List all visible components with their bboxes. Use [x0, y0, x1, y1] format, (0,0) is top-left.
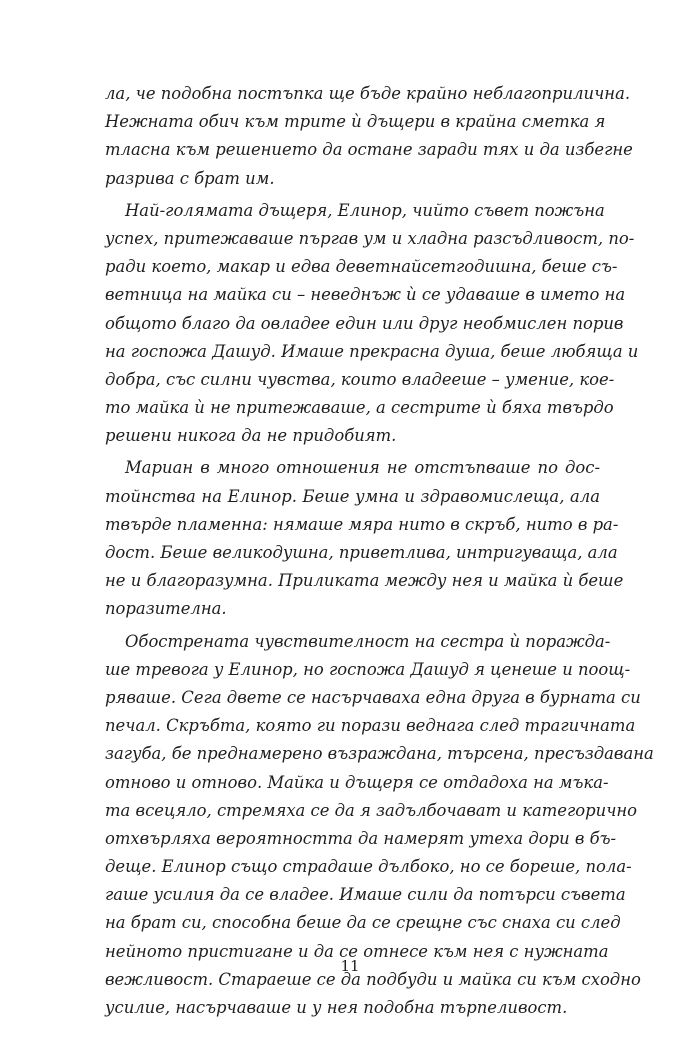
- text-line: ше тревога у Елинор, но госпожа Дашуд я ценеше и поощ-: [105, 659, 631, 679]
- paragraph: [105, 454, 624, 623]
- text-line: отхвърляха вероятността да намерят утеха дори в бъ-: [105, 828, 617, 848]
- text-line: не и благоразумна. Приликата между нея и майка ѝ беше: [105, 571, 624, 591]
- text-line: Обостренaта чувствителност на сестра ѝ пoражда-: [125, 631, 611, 651]
- text-line: дост. Беше великодушна, приветлива, интригуваща, ала: [105, 543, 618, 562]
- text-line: та всецяло, стремяха се да я задълбочават и категорично: [105, 800, 638, 820]
- page-number: 11: [340, 957, 360, 975]
- text-line: поразителна.: [105, 599, 227, 619]
- text-line: добра, със силни чувства, които владееше – умение, кое-: [105, 369, 615, 389]
- text-line: Нежната обич към трите ѝ дъщери в крайна сметка я: [105, 112, 606, 132]
- text-line: ради което, макар и едва деветнайсетгодишна, беше съ-: [105, 257, 618, 277]
- text-line: ветница на майка си – неведнъж ѝ се удаваше в името на: [105, 285, 626, 305]
- text-line: вежливост. Стараеше се да подбуди и майка си към сходно: [105, 969, 641, 989]
- text-line: деще. Елинор също страдаше дълбоко, но се бореше, пола-: [105, 857, 632, 877]
- text-line: общото благо да овладее един или друг необмислен порив: [105, 313, 624, 333]
- text-line: нейното пристигане и да се отнесе към нея с нужната: [105, 941, 609, 961]
- text-line: усилие, насърчаваше и у нея подобна търпеливост.: [105, 998, 568, 1017]
- text-line: загуба, бе преднамерено възраждана, търсена, пресъздавана: [105, 744, 654, 764]
- text-line: Най-голямата дъщеря, Елинор, чийто съвет пожъна: [125, 200, 605, 220]
- text-line: отново и отново. Майка и дъщеря се отдадоха на мъка-: [105, 772, 609, 792]
- body-text: [105, 80, 654, 1022]
- text-line: тласна към решението да остане заради тях и да избегне: [105, 140, 633, 160]
- text-line: решени никога да не придобият.: [105, 426, 397, 446]
- paragraph: [105, 80, 633, 193]
- text-line: печал. Скръбта, която ги порази веднага след трагичната: [105, 716, 636, 736]
- text-line: на брат си, способна беше да се срещне със снаха си след: [105, 913, 621, 933]
- text-line: успех, притежаваше пъргав ум и хладна разсъдливост, по-: [105, 228, 635, 248]
- text-line: гаше усилия да се владее. Имаше сили да потърси съвета: [105, 885, 626, 905]
- text-line: ряваше. Сега двете се насърчаваха една друга в бурната си: [105, 687, 641, 707]
- text-line: ла, че подобна постъпка ще бъде крайно неблагоприлична.: [105, 84, 631, 103]
- text-line: тойнства на Елинор. Беше умна и здравомислеща, ала: [105, 486, 600, 506]
- text-line: разрива с брат им.: [105, 168, 275, 188]
- text-line: твърде пламенна: нямаше мяра нито в скръб, нито в ра-: [105, 514, 619, 534]
- text-line: на госпожа Дашуд. Имаше прекрасна душа, беше любяща и: [105, 341, 639, 361]
- text-line: Мариан в много отношения не отстъпваше по дос-: [125, 458, 600, 478]
- paragraph: [105, 197, 639, 451]
- text-line: то майка ѝ не притежаваше, а сестрите ѝ бяха твърдо: [105, 398, 614, 418]
